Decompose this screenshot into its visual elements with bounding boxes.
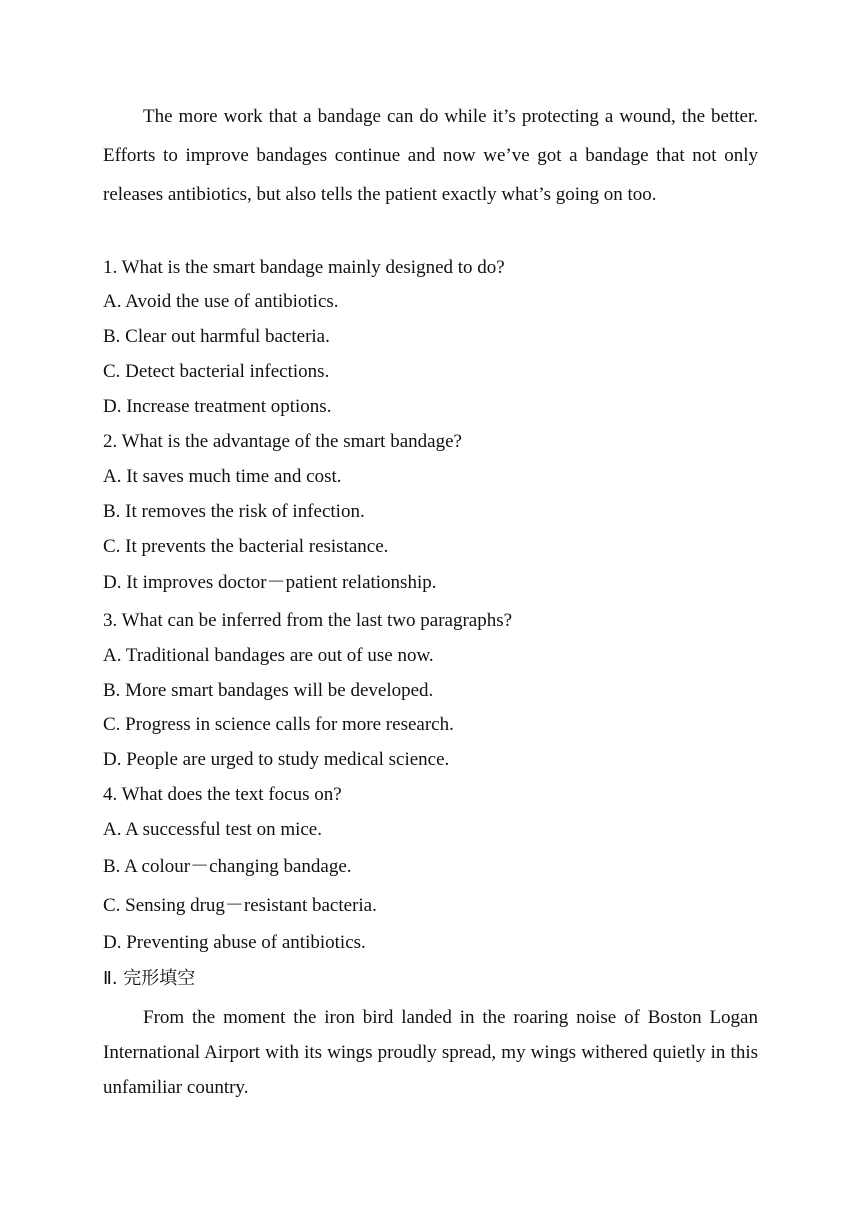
question-2-stem: 2. What is the advantage of the smart bandage? xyxy=(103,431,462,452)
question-3-option-a: A. Traditional bandages are out of use now. xyxy=(103,645,434,666)
question-4-option-d: D. Preventing abuse of antibiotics. xyxy=(103,932,366,953)
question-4-option-c: C. Sensing drug－resistant bacteria. xyxy=(103,895,377,916)
question-4-option-a: A. A successful test on mice. xyxy=(103,819,322,840)
question-1-option-d: D. Increase treatment options. xyxy=(103,396,332,417)
question-2-option-d: D. It improves doctor－patient relationship. xyxy=(103,572,437,593)
story-paragraph: From the moment the iron bird landed in the roaring noise of Boston Logan International Airport with its wings proudly spread, my wings withered quietly in this unfamiliar country. xyxy=(103,1007,758,1098)
question-4-stem: 4. What does the text focus on? xyxy=(103,784,342,805)
question-3-option-c: C. Progress in science calls for more research. xyxy=(103,714,454,735)
question-3-option-b: B. More smart bandages will be developed. xyxy=(103,680,434,701)
question-1-option-c: C. Detect bacterial infections. xyxy=(103,361,330,382)
question-2-option-c: C. It prevents the bacterial resistance. xyxy=(103,536,389,557)
question-1-option-a: A. Avoid the use of antibiotics. xyxy=(103,291,339,312)
question-3-option-d: D. People are urged to study medical science. xyxy=(103,749,450,770)
question-2-option-b: B. It removes the risk of infection. xyxy=(103,501,365,522)
section-heading: Ⅱ. 完形填空 xyxy=(103,968,196,989)
question-1-option-b: B. Clear out harmful bacteria. xyxy=(103,326,330,347)
question-1-stem: 1. What is the smart bandage mainly designed to do? xyxy=(103,257,505,278)
question-3-stem: 3. What can be inferred from the last two paragraphs? xyxy=(103,610,513,631)
intro-paragraph: The more work that a bandage can do while it’s protecting a wound, the better. Efforts to improve bandages continue and now we’ve got a bandage that not only releases antibiotics, but also tells the patient exactly what’s going on too. xyxy=(103,106,758,205)
question-2-option-a: A. It saves much time and cost. xyxy=(103,466,342,487)
question-4-option-b: B. A colour－changing bandage. xyxy=(103,856,352,877)
